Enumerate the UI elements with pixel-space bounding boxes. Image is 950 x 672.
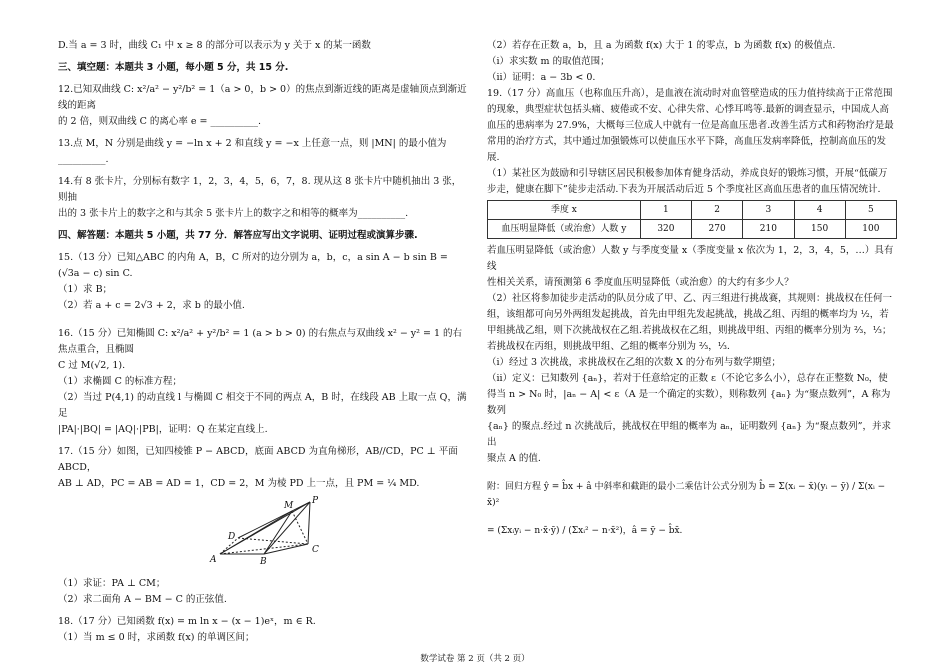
question-17-part2: （2）求二面角 A − BM − C 的正弦值. xyxy=(58,594,227,605)
label-a: A xyxy=(210,555,217,565)
question-19-part2-line4: 若挑战权在丙组，则挑战甲组、乙组的概率分别为 ⅔，⅓. xyxy=(487,341,730,352)
table-row xyxy=(488,201,897,220)
question-16-line1: 16.（15 分）已知椭圆 C: x²/a² + y²/b² = 1 (a > b > 0) 的右焦点与双曲线 x² − y² = 1 的右焦点重合，且椭圆 xyxy=(58,328,463,355)
question-13: 13.点 M，N 分别是曲线 y = −ln x + 2 和直线 y = −x 上任意一点，则 |MN| 的最小值为__________. xyxy=(58,138,447,165)
question-19-line1: 19.（17 分）高血压（也称血压升高），是血液在流动时对血管壁造成的压力值持续高于正常范围 xyxy=(487,88,893,99)
table-cell: 210 xyxy=(743,220,794,239)
question-16-line2: C 过 M(√2, 1). xyxy=(58,360,126,371)
question-16-part2-cont: |PA|·|BQ| = |AQ|·|PB|，证明：Q 在某定直线上. xyxy=(58,424,268,435)
label-d: D xyxy=(228,532,236,542)
section-solutions-heading: 四、解答题：本题共 5 小题，共 77 分．解答应写出文字说明、证明过程或演算步骤. xyxy=(58,230,418,241)
table-cell: 100 xyxy=(845,220,896,239)
question-19-part1-line1: （1）某社区为鼓励和引导辖区居民积极参加体育健身活动，养成良好的锻炼习惯，开展“低碳万 xyxy=(487,168,888,179)
label-p: P xyxy=(312,496,319,506)
question-19-part2-ii-line3: {aₙ} 的聚点.经过 n 次挑战后，挑战权在甲组的概率为 aₙ，证明数列 {aₙ} 为“聚点数列”，并求出 xyxy=(487,421,891,448)
question-15-part2: （2）若 a + c = 2√3 + 2，求 b 的最小值. xyxy=(58,300,245,311)
edge-ac xyxy=(220,544,308,554)
edge-pd xyxy=(238,502,310,538)
question-12-line1: 12.已知双曲线 C: x²/a² − y²/b² = 1（a > 0，b > 0）的焦点到渐近线的距离是虚轴顶点到渐近线的距离 xyxy=(58,84,467,111)
edge-cm xyxy=(292,511,308,544)
question-19-part2-i: （i）经过 3 次挑战，求挑战权在乙组的次数 X 的分布列与数学期望； xyxy=(487,357,781,368)
question-19-part1-line3: 若血压明显降低（或治愈）人数 y 与季度变量 x（季度变量 x 依次为 1，2，3，4，5，…）具有线 xyxy=(487,245,894,272)
question-17-part1: （1）求证：PA ⊥ CM； xyxy=(58,578,166,589)
question-19-part2-ii-line1: （ii）定义：已知数列 {aₙ}，若对于任意给定的正数 ε（不论它多么小），总存在正整数 N₀，使 xyxy=(487,373,888,384)
question-19-part1-line2: 步走，健康在脚下”徒步走活动.下表为开展活动后近 5 个季度社区高血压患者的血压情况统计. xyxy=(487,184,881,195)
question-19-part2-line2: 组，该组都可向另外两组发起挑战，首先由甲组先发起挑战，挑战乙组、丙组的概率均为 ½，若 xyxy=(487,309,889,320)
table-header-cell: 血压明显降低（或治愈）人数 y xyxy=(488,220,641,239)
regression-formula-alt: = (Σxᵢyᵢ − n·x̄·ȳ) / (Σxᵢ² − n·x̄²)，â = ȳ − b̂x̄. xyxy=(487,526,683,536)
table-cell: 150 xyxy=(794,220,845,239)
table-cell: 3 xyxy=(743,201,794,220)
question-12-line2: 的 2 倍，则双曲线 C 的离心率 e = __________. xyxy=(58,116,262,127)
question-19-part2-ii-line2: 得当 n > N₀ 时，|aₙ − A| < ε（A 是一个确定的实数），则称数列 {aₙ} 为“聚点数列”，A 称为数列 xyxy=(487,389,891,416)
right-column xyxy=(487,38,897,539)
question-18-part2: （2）若存在正数 a，b，且 a 为函数 f(x) 大于 1 的零点，b 为函数 f(x) 的极值点. xyxy=(487,40,836,51)
question-17-line1: 17.（15 分）如图，已知四棱锥 P − ABCD，底面 ABCD 为直角梯形，AB//CD，PC ⊥ 平面 ABCD， xyxy=(58,446,458,473)
question-18-part2-ii: （ii）证明：a − 3b < 0. xyxy=(487,72,596,83)
table-cell: 320 xyxy=(640,220,691,239)
question-18-part2-i: （i）求实数 m 的取值范围； xyxy=(487,56,610,67)
question-19-part2-line3: 甲组挑战乙组，则下次挑战权在乙组.若挑战权在乙组，则挑战甲组、丙组的概率分别为 ⅔，⅓； xyxy=(487,325,892,336)
table-cell: 5 xyxy=(845,201,896,220)
table-cell: 1 xyxy=(640,201,691,220)
question-14-line2: 出的 3 张卡片上的数字之和与其余 5 张卡片上的数字之和相等的概率为__________. xyxy=(58,208,409,219)
question-19-line2: 的现象，典型症状包括头痛、疲倦或不安、心律失常、心悸耳鸣等.最新的调查显示，中国成人高 xyxy=(487,104,890,115)
question-14-line1: 14.有 8 张卡片，分别标有数字 1，2，3，4，5，6，7，8. 现从这 8 张卡片中随机抽出 3 张，则抽 xyxy=(58,176,462,203)
question-15-part1: （1）求 B； xyxy=(58,284,113,295)
question-19-line4: 常用的治疗方式，其中通过加强锻炼可以使血压水平下降，高血压发病率降低，控制高血压的发展. xyxy=(487,136,887,163)
edge-bc xyxy=(264,544,308,554)
question-19-part1-line4: 性相关关系，请预测第 6 季度血压明显降低（或治愈）的大约有多少人？ xyxy=(487,277,794,288)
section-fill-blank-heading: 三、填空题：本题共 3 小题，每小题 5 分，共 15 分. xyxy=(58,62,289,73)
question-15: 15.（13 分）已知△ABC 的内角 A，B，C 所对的边分别为 a，b，c，a sin A − b sin B = (√3a − c) sin C. xyxy=(58,252,448,279)
question-18-part1: （1）当 m ≤ 0 时，求函数 f(x) 的单调区间； xyxy=(58,632,255,643)
table-cell: 4 xyxy=(794,201,845,220)
table-cell: 270 xyxy=(692,220,743,239)
label-c: C xyxy=(312,545,319,555)
question-19-part2-line1: （2）社区将参加徒步走活动的队员分成了甲、乙、丙三组进行挑战赛，其规则：挑战权在任何一 xyxy=(487,293,893,304)
option-d: D.当 a = 3 时，曲线 C₁ 中 x ≥ 8 的部分可以表示为 y 关于 x 的某一函数 xyxy=(58,40,371,51)
regression-formula-note: 附：回归方程 ŷ = b̂x + â 中斜率和截距的最小二乘估计公式分别为 b̂ = Σ(xᵢ − x̄)(yᵢ − ȳ) / Σ(xᵢ − x̄)² xyxy=(487,482,886,508)
label-m: M xyxy=(284,501,294,511)
question-18: 18.（17 分）已知函数 f(x) = m ln x − (x − 1)eˣ，m ∈ R. xyxy=(58,616,316,627)
blood-pressure-table xyxy=(487,200,897,239)
label-b: B xyxy=(260,557,267,566)
left-column xyxy=(58,38,468,646)
question-16-part1: （1）求椭圆 C 的标准方程； xyxy=(58,376,182,387)
edge-pc xyxy=(308,502,310,544)
page-footer: 数学试卷 第 2 页（共 2 页） xyxy=(420,654,530,664)
question-16-part2: （2）当过 P(4,1) 的动直线 l 与椭圆 C 相交于不同的两点 A，B 时，在线段 AB 上取一点 Q，满足 xyxy=(58,392,467,419)
table-cell: 2 xyxy=(692,201,743,220)
pyramid-figure xyxy=(208,494,338,566)
question-19-part2-ii-line4: 聚点 A 的值. xyxy=(487,453,541,464)
question-17-line2: AB ⊥ AD，PC = AB = AD = 1，CD = 2，M 为棱 PD 上一点，且 PM = ¼ MD. xyxy=(58,478,420,489)
question-19-line3: 血压的患病率为 27.9%，大概每三位成人中就有一位是高血压患者.改善生活方式和药物治疗是最 xyxy=(487,120,894,131)
table-header-cell: 季度 x xyxy=(488,201,641,220)
table-row xyxy=(488,220,897,239)
